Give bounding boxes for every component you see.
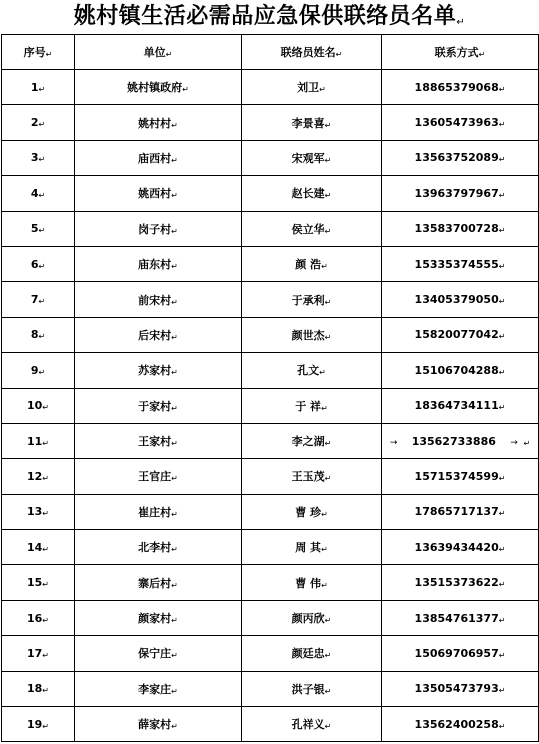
cell-phone [382, 707, 539, 742]
cell-no-text: 17 [26, 646, 43, 660]
paragraph-mark-icon: ↵ [498, 297, 506, 307]
header-phone [382, 35, 539, 70]
cell-contact-name [242, 282, 382, 317]
table-header-row [2, 35, 539, 70]
cell-phone-text: 18865379068 [414, 80, 499, 94]
cell-phone [382, 636, 539, 671]
paragraph-mark-icon: ↵ [319, 368, 326, 378]
cell-unit [75, 494, 242, 529]
cell-contact-name [242, 317, 382, 352]
paragraph-mark-icon: ↵ [324, 332, 332, 342]
paragraph-mark-icon: ↵ [171, 580, 178, 590]
cell-phone [382, 70, 539, 105]
cell-unit [75, 636, 242, 671]
table-row [2, 388, 539, 423]
paragraph-mark-icon: ↵ [523, 438, 531, 448]
table-row [2, 246, 539, 281]
paragraph-mark-icon: ↵ [42, 580, 49, 590]
cell-unit-text: 李家庄 [138, 682, 172, 696]
cell-contact-name [242, 671, 382, 706]
cell-contact-name-text: 孔文 [297, 364, 320, 378]
cell-contact-name [242, 707, 382, 742]
cell-contact-name [242, 530, 382, 565]
paragraph-mark-icon: ↵ [42, 686, 49, 696]
cell-phone [382, 600, 539, 635]
cell-unit-text: 北李村 [138, 541, 172, 555]
cell-phone [382, 494, 539, 529]
paragraph-mark-icon: ↵ [171, 368, 178, 378]
paragraph-mark-icon: ↵ [42, 615, 49, 625]
cell-contact-name [242, 459, 382, 494]
paragraph-mark-icon: ↵ [171, 332, 178, 342]
cell-no-text: 15 [26, 576, 43, 590]
paragraph-mark-icon: ↵ [38, 332, 46, 342]
paragraph-mark-icon: ↵ [498, 509, 506, 519]
paragraph-mark-icon: ↵ [171, 616, 178, 626]
paragraph-mark-icon: ↵ [498, 155, 506, 165]
cell-unit-text: 姚村镇政府 [127, 81, 183, 95]
paragraph-mark-icon: ↵ [498, 580, 506, 590]
cell-contact-name-text: 于 祥 [295, 399, 322, 413]
cell-phone [382, 671, 539, 706]
cell-phone [382, 565, 539, 600]
cell-no [2, 353, 75, 388]
cell-phone [382, 105, 539, 140]
paragraph-mark-icon: ↵ [324, 651, 332, 661]
cell-unit [75, 246, 242, 281]
cell-no [2, 423, 75, 458]
contact-table [1, 34, 539, 742]
cell-phone-text: 15069706957 [414, 646, 499, 660]
paragraph-mark-icon: ↵ [324, 297, 332, 307]
cell-phone-text: 13562400258 [414, 717, 499, 731]
paragraph-mark-icon: ↵ [171, 297, 178, 307]
paragraph-mark-icon: ↵ [42, 403, 49, 413]
paragraph-mark-icon: ↵ [498, 686, 506, 696]
cell-no-text: 8 [30, 328, 39, 342]
cell-contact-name [242, 600, 382, 635]
cell-no-text: 13 [26, 505, 43, 519]
paragraph-mark-icon: ↵ [165, 50, 173, 59]
cell-no [2, 388, 75, 423]
cell-contact-name [242, 565, 382, 600]
cell-phone [382, 530, 539, 565]
paragraph-mark-icon: ↵ [38, 120, 46, 130]
cell-no [2, 494, 75, 529]
header-contact-name-label: 联络员姓名 [280, 46, 336, 59]
cell-contact-name [242, 353, 382, 388]
cell-phone [382, 282, 539, 317]
cell-no [2, 70, 75, 105]
cell-no [2, 317, 75, 352]
paragraph-mark-icon: ↵ [171, 545, 178, 555]
cell-unit-text: 庙东村 [138, 258, 172, 272]
cell-no-text: 18 [26, 682, 43, 696]
cell-no-text: 16 [26, 611, 43, 625]
cell-no [2, 211, 75, 246]
paragraph-mark-icon: ↵ [171, 474, 178, 484]
document-title [0, 2, 539, 32]
cell-contact-name-text: 于承利 [291, 293, 325, 307]
cell-phone [382, 459, 539, 494]
cell-no-text: 5 [30, 222, 39, 236]
cell-unit-text: 崔庄村 [138, 505, 172, 519]
cell-unit-text: 前宋村 [138, 293, 172, 307]
paragraph-mark-icon: ↵ [324, 226, 332, 236]
cell-no-text: 4 [30, 186, 39, 200]
table-row [2, 105, 539, 140]
cell-phone-text: 13963797967 [414, 186, 499, 200]
cell-no-text: 2 [30, 116, 39, 130]
paragraph-mark-icon: ↵ [498, 544, 506, 554]
cell-no [2, 459, 75, 494]
cell-contact-name-text: 刘卫 [297, 81, 320, 95]
cell-contact-name-text: 颜廷忠 [291, 647, 325, 661]
cell-contact-name-text: 侯立华 [291, 222, 325, 236]
table-row [2, 423, 539, 458]
cell-contact-name-text: 颜世杰 [291, 328, 325, 342]
paragraph-mark-icon: ↵ [171, 403, 178, 413]
cell-no-text: 7 [30, 293, 39, 307]
table-row [2, 707, 539, 742]
cell-phone-text: 15335374555 [414, 257, 499, 271]
paragraph-mark-icon: ↵ [498, 190, 506, 200]
cell-contact-name-text: 周 其 [295, 541, 322, 555]
cell-phone-text: 13854761377 [414, 611, 499, 625]
cell-phone [382, 353, 539, 388]
cell-no-text: 1 [30, 80, 39, 94]
cell-unit [75, 353, 242, 388]
cell-no-text: 3 [30, 151, 39, 165]
header-no [2, 35, 75, 70]
paragraph-mark-icon: ↵ [456, 17, 466, 28]
paragraph-mark-icon: ↵ [42, 509, 49, 519]
table-row [2, 282, 539, 317]
paragraph-mark-icon: ↵ [498, 332, 506, 342]
table-body [2, 70, 539, 742]
paragraph-mark-icon: ↵ [324, 191, 332, 201]
cell-unit [75, 105, 242, 140]
paragraph-mark-icon: ↵ [498, 403, 506, 413]
cell-contact-name [242, 423, 382, 458]
cell-unit [75, 282, 242, 317]
cell-no [2, 246, 75, 281]
paragraph-mark-icon: ↵ [321, 509, 328, 519]
table-row [2, 600, 539, 635]
paragraph-mark-icon: ↵ [324, 722, 332, 732]
cell-contact-name [242, 246, 382, 281]
cell-contact-name [242, 388, 382, 423]
cell-no-text: 14 [26, 540, 43, 554]
cell-unit [75, 530, 242, 565]
cell-unit [75, 176, 242, 211]
paragraph-mark-icon: ↵ [498, 226, 506, 236]
header-unit [75, 35, 242, 70]
cell-unit-text: 于家村 [138, 399, 172, 413]
table-row [2, 565, 539, 600]
cell-no [2, 565, 75, 600]
cell-contact-name [242, 211, 382, 246]
cell-unit [75, 140, 242, 175]
cell-unit-text: 苏家村 [138, 364, 172, 378]
cell-phone [382, 140, 539, 175]
cell-phone-text: 18364734111 [414, 399, 499, 413]
paragraph-mark-icon: ↵ [38, 261, 46, 271]
cell-contact-name-text: 王玉茂 [291, 470, 325, 484]
paragraph-mark-icon: ↵ [324, 474, 332, 484]
cell-no [2, 707, 75, 742]
paragraph-mark-icon: ↵ [45, 50, 53, 59]
paragraph-mark-icon: ↵ [498, 650, 506, 660]
paragraph-mark-icon: ↵ [171, 262, 178, 272]
cell-phone-text: 15715374599 [414, 469, 499, 483]
paragraph-mark-icon: ↵ [498, 84, 506, 94]
cell-contact-name-text: 宋观军 [291, 151, 325, 165]
paragraph-mark-icon: ↵ [171, 155, 178, 165]
table-row [2, 636, 539, 671]
cell-unit [75, 671, 242, 706]
cell-phone-text: 15106704288 [414, 363, 499, 377]
cell-contact-name-text: 颜 浩 [295, 258, 322, 272]
table-row [2, 317, 539, 352]
cell-unit-text: 姚村村 [138, 116, 172, 130]
paragraph-mark-icon: ↵ [335, 50, 343, 59]
cell-contact-name [242, 105, 382, 140]
table-row [2, 459, 539, 494]
cell-phone-text: 13605473963 [414, 116, 499, 130]
table-row [2, 530, 539, 565]
cell-contact-name-text: 颜丙欣 [291, 612, 325, 626]
cell-no [2, 140, 75, 175]
cell-unit-text: 王家村 [138, 435, 172, 449]
cell-unit-text: 王官庄 [138, 470, 172, 484]
cell-no-text: 11 [26, 434, 43, 448]
paragraph-mark-icon: ↵ [498, 721, 506, 731]
cell-unit [75, 459, 242, 494]
paragraph-mark-icon: ↵ [42, 721, 49, 731]
cell-no [2, 600, 75, 635]
cell-no-text: 12 [26, 469, 43, 483]
paragraph-mark-icon: ↵ [324, 120, 332, 130]
cell-unit-text: 颜家村 [138, 612, 172, 626]
paragraph-mark-icon: ↵ [498, 367, 506, 377]
paragraph-mark-icon: ↵ [182, 85, 189, 95]
paragraph-mark-icon: ↵ [171, 651, 178, 661]
cell-phone [382, 317, 539, 352]
cell-contact-name-text: 李景喜 [291, 116, 325, 130]
paragraph-mark-icon: ↵ [38, 297, 46, 307]
cell-unit-text: 庙西村 [138, 151, 172, 165]
table-row [2, 140, 539, 175]
cell-no [2, 105, 75, 140]
cell-contact-name-text: 孔祥义 [291, 718, 325, 732]
paragraph-mark-icon: ↵ [171, 439, 178, 449]
cell-contact-name [242, 140, 382, 175]
paragraph-mark-icon: ↵ [324, 616, 332, 626]
table-row [2, 211, 539, 246]
cell-phone-text: 13505473793 [414, 682, 499, 696]
paragraph-mark-icon: ↵ [324, 686, 332, 696]
cell-no-text: 6 [30, 257, 39, 271]
cell-no-text: 9 [30, 363, 39, 377]
cell-contact-name-text: 洪子银 [291, 682, 325, 696]
header-phone-label: 联系方式 [434, 46, 479, 59]
cell-phone-text: 13583700728 [414, 222, 499, 236]
paragraph-mark-icon: ↵ [38, 84, 46, 94]
cell-contact-name [242, 176, 382, 211]
header-no-label: 序号 [23, 46, 46, 59]
paragraph-mark-icon: ↵ [38, 367, 46, 377]
tab-arrow-icon: → [389, 437, 412, 448]
cell-contact-name [242, 494, 382, 529]
cell-unit [75, 423, 242, 458]
paragraph-mark-icon: ↵ [171, 509, 178, 519]
cell-unit-text: 薛家村 [138, 718, 172, 732]
cell-contact-name-text: 曹 珍 [295, 505, 322, 519]
paragraph-mark-icon: ↵ [38, 226, 46, 236]
cell-unit [75, 317, 242, 352]
tab-arrow-icon: → [495, 437, 524, 448]
paragraph-mark-icon: ↵ [498, 261, 506, 271]
cell-no [2, 636, 75, 671]
cell-phone [382, 388, 539, 423]
paragraph-mark-icon: ↵ [171, 120, 178, 130]
cell-phone [382, 246, 539, 281]
paragraph-mark-icon: ↵ [321, 403, 328, 413]
cell-phone-text: 13515373622 [414, 576, 499, 590]
cell-unit [75, 565, 242, 600]
table-row [2, 353, 539, 388]
paragraph-mark-icon: ↵ [319, 85, 326, 95]
cell-unit-text: 岗子村 [138, 222, 172, 236]
cell-contact-name-text: 赵长建 [291, 187, 325, 201]
cell-phone [382, 211, 539, 246]
paragraph-mark-icon: ↵ [42, 473, 49, 483]
paragraph-mark-icon: ↵ [498, 120, 506, 130]
cell-phone-text: 13562733886 [411, 434, 496, 448]
paragraph-mark-icon: ↵ [321, 545, 328, 555]
cell-phone-text: 13563752089 [414, 151, 499, 165]
paragraph-mark-icon: ↵ [478, 50, 486, 59]
paragraph-mark-icon: ↵ [38, 190, 46, 200]
paragraph-mark-icon: ↵ [324, 155, 332, 165]
cell-unit [75, 388, 242, 423]
cell-phone-text: 17865717137 [414, 505, 499, 519]
cell-contact-name-text: 李之湖 [291, 435, 325, 449]
cell-phone [382, 176, 539, 211]
cell-contact-name [242, 70, 382, 105]
table-row [2, 671, 539, 706]
paragraph-mark-icon: ↵ [321, 262, 328, 272]
cell-no [2, 530, 75, 565]
cell-contact-name-text: 曹 伟 [295, 576, 322, 590]
paragraph-mark-icon: ↵ [324, 439, 332, 449]
paragraph-mark-icon: ↵ [498, 615, 506, 625]
cell-no [2, 176, 75, 211]
paragraph-mark-icon: ↵ [42, 438, 49, 448]
paragraph-mark-icon: ↵ [42, 650, 49, 660]
cell-no-text: 19 [26, 717, 43, 731]
cell-unit [75, 600, 242, 635]
paragraph-mark-icon: ↵ [171, 722, 178, 732]
cell-contact-name [242, 636, 382, 671]
table-row [2, 176, 539, 211]
cell-unit [75, 70, 242, 105]
cell-no-text: 10 [26, 399, 43, 413]
cell-unit [75, 707, 242, 742]
cell-no [2, 282, 75, 317]
paragraph-mark-icon: ↵ [171, 686, 178, 696]
cell-phone-text: 13639434420 [414, 540, 499, 554]
cell-phone [382, 423, 539, 458]
cell-unit-text: 寨后村 [138, 576, 172, 590]
table-row [2, 494, 539, 529]
cell-no [2, 671, 75, 706]
header-unit-label: 单位 [143, 46, 166, 59]
paragraph-mark-icon: ↵ [171, 191, 178, 201]
paragraph-mark-icon: ↵ [38, 155, 46, 165]
cell-unit-text: 后宋村 [138, 328, 172, 342]
cell-unit [75, 211, 242, 246]
paragraph-mark-icon: ↵ [498, 473, 506, 483]
paragraph-mark-icon: ↵ [321, 580, 328, 590]
cell-phone-text: 13405379050 [414, 293, 499, 307]
paragraph-mark-icon: ↵ [171, 226, 178, 236]
cell-unit-text: 姚西村 [138, 187, 172, 201]
cell-phone-text: 15820077042 [414, 328, 499, 342]
table-row [2, 70, 539, 105]
cell-unit-text: 保宁庄 [138, 647, 172, 661]
document-title-text: 姚村镇生活必需品应急保供联络员名单 [73, 4, 457, 29]
paragraph-mark-icon: ↵ [42, 544, 49, 554]
header-contact-name [242, 35, 382, 70]
